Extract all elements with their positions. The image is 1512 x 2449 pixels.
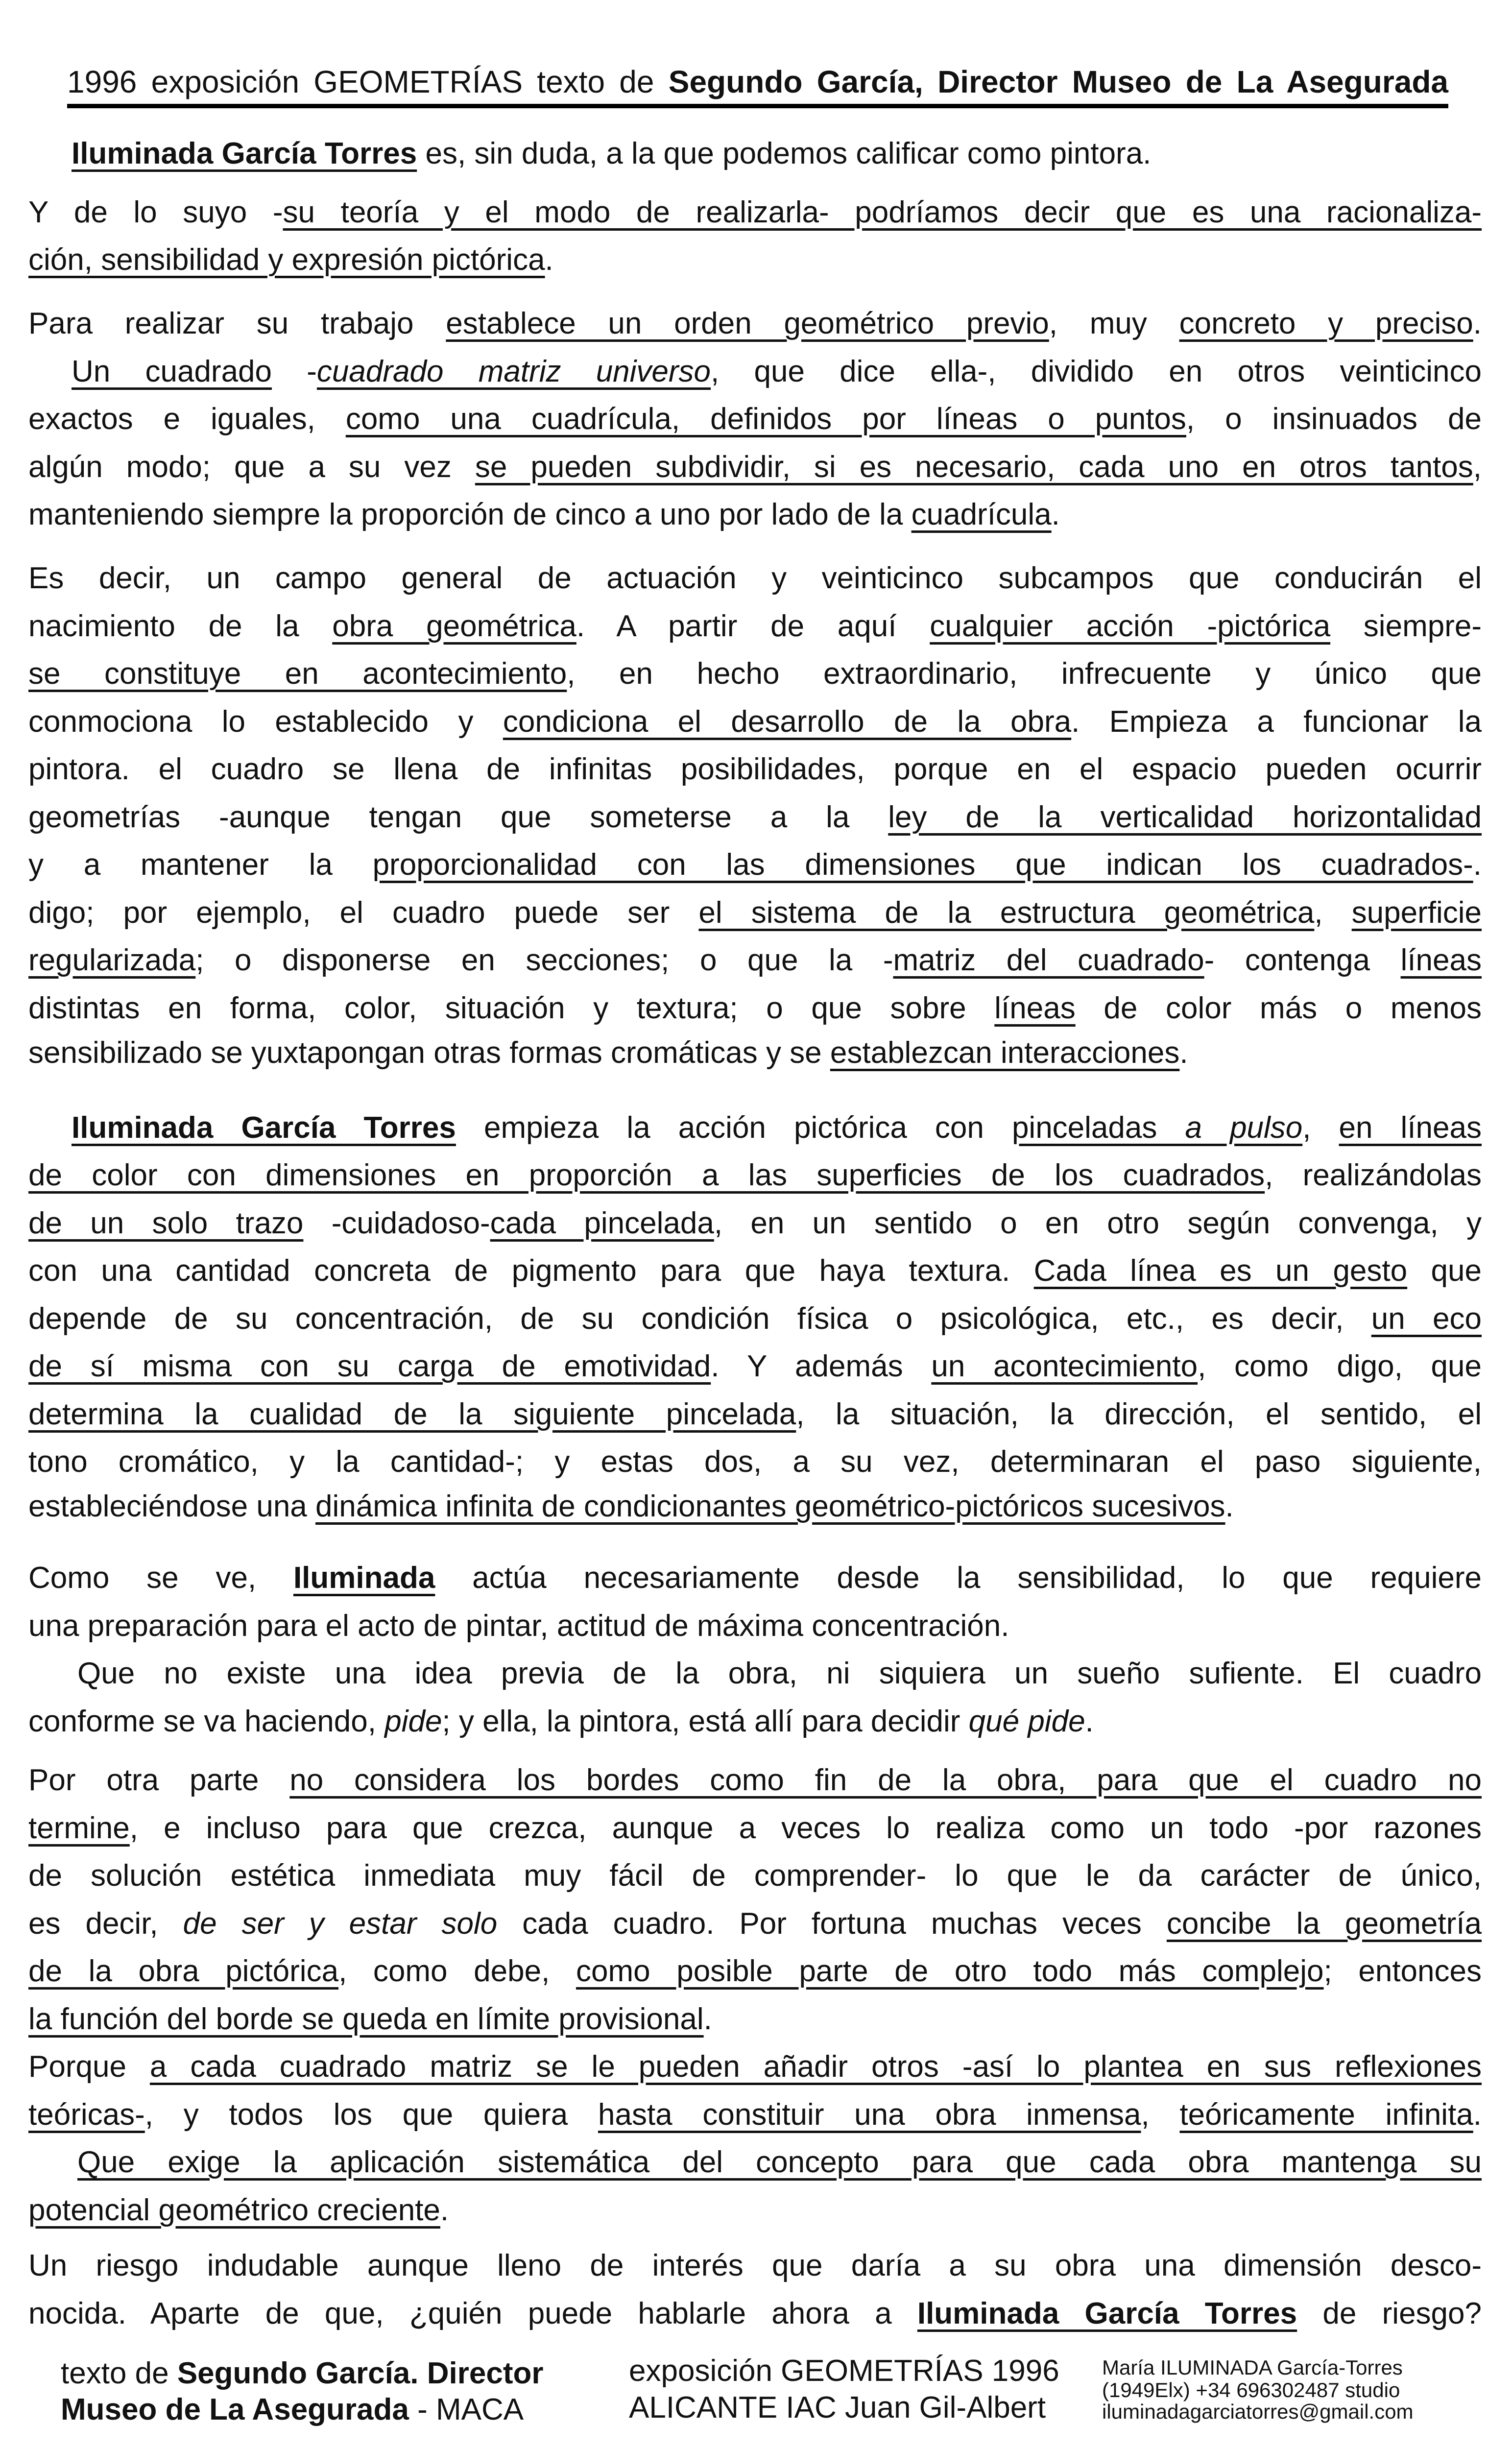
text-segment: , muy (1049, 307, 1179, 341)
text-line (28, 1949, 1482, 1993)
text-line (28, 1854, 1482, 1898)
text-segment: pide (384, 1704, 442, 1738)
text-line (28, 604, 1482, 648)
text-segment: de solución estética inmediata muy fácil de comprender- lo que le da carácter de único, (28, 1859, 1482, 1893)
text-line (72, 132, 1482, 176)
underlined-phrase: ción, sensibilidad y expresión pictórica (28, 243, 545, 277)
text-line (28, 238, 1482, 282)
text-segment: , como digo, que (1198, 1349, 1482, 1383)
underlined-phrase: líneas (1400, 943, 1482, 978)
text-segment: conforme se va haciendo, (28, 1704, 385, 1738)
underlined-phrase: de la obra pictórica (28, 1954, 339, 1988)
text-line (28, 652, 1482, 696)
underlined-phrase: concibe la geometría (1166, 1906, 1482, 1941)
text-segment: , la situación, la dirección, el sentido, el (796, 1397, 1482, 1431)
text-line (28, 1902, 1482, 1946)
underlined-phrase: se constituye en acontecimiento (28, 657, 567, 691)
text-segment: . (1473, 307, 1482, 341)
text-segment: es decir, (28, 1906, 183, 1941)
text-segment: . (545, 243, 553, 277)
text-segment: . Empieza a funcionar la (1071, 704, 1482, 739)
text-segment: ; o disponerse en secciones; o que la - (195, 943, 893, 978)
text-segment: de color más o menos (1075, 991, 1482, 1025)
text-segment: estableciéndose una (28, 1489, 316, 1523)
text-segment: Para realizar su trabajo (28, 307, 446, 341)
footer-credit-author: Segundo García. Director (177, 2356, 544, 2390)
underlined-phrase: como una cuadrícula, definidos por líneas o puntos (345, 402, 1186, 436)
header-author: Segundo García, Director Museo de La Asegurada (668, 64, 1449, 99)
underlined-phrase: matriz del cuadrado (893, 943, 1204, 978)
text-segment: pintora. el cuadro se llena de infinitas posibilidades, porque en el espacio pueden ocurrir (28, 752, 1482, 787)
underlined-phrase: establece un orden geométrico previo (446, 307, 1049, 341)
text-segment: Como se ve, (28, 1561, 293, 1595)
underlined-phrase: Un cuadrado (72, 354, 272, 388)
text-line (28, 1249, 1482, 1293)
underlined-phrase: su teoría y el modo de realizarla- podríamos decir que es una racionaliza- (283, 195, 1482, 229)
underlined-phrase: un eco (1371, 1301, 1482, 1336)
text-segment: que (1407, 1254, 1482, 1288)
artist-name: Iluminada (293, 1561, 435, 1595)
text-segment: , (1314, 895, 1352, 930)
footer-phone: (1949Elx) +34 696302487 studio (1102, 2378, 1400, 2401)
text-segment: manteniendo siempre la proporción de cinco a uno por lado de la (28, 498, 912, 532)
text-line (28, 1297, 1482, 1341)
text-segment: nocida. Aparte de que, ¿quién puede hablarle ahora a (28, 2296, 917, 2330)
underlined-phrase: regularizada (28, 943, 196, 978)
text-segment: exactos e iguales, (28, 402, 346, 436)
underlined-phrase: pinceladas (1011, 1110, 1185, 1145)
text-segment: de ser y estar solo (183, 1906, 498, 1941)
footer-museum (61, 2392, 524, 2427)
underlined-phrase: establezcan interacciones (830, 1035, 1180, 1070)
text-line (28, 2292, 1482, 2336)
text-line (28, 1393, 1482, 1437)
text-segment: Y de lo suyo - (28, 195, 283, 229)
underlined-phrase: cada pincelada (490, 1206, 714, 1240)
text-line (72, 350, 1482, 394)
document-header (67, 60, 1448, 108)
text-segment: -cuidadoso- (303, 1206, 490, 1240)
text-line (28, 445, 1482, 489)
text-segment: . (1085, 1704, 1094, 1738)
underlined-phrase: determina la cualidad de la siguiente pincelada (28, 1397, 796, 1431)
text-segment: , que dice ella-, dividido en otros veinticinco (711, 354, 1482, 388)
text-line (28, 1997, 1482, 2041)
underlined-phrase: como posible parte de otro todo más complejo (576, 1954, 1324, 1988)
underlined-phrase: un acontecimiento (931, 1349, 1198, 1383)
text-segment: , realizándolas (1265, 1158, 1482, 1192)
text-segment: geometrías -aunque tengan que someterse a la (28, 800, 888, 834)
text-segment: , o insinuados de (1186, 402, 1482, 436)
underlined-phrase: cualquier acción -pictórica (930, 609, 1331, 643)
text-line (28, 986, 1482, 1031)
underlined-phrase: ley de la verticalidad horizontalidad (888, 800, 1482, 834)
underlined-phrase: de color con dimensiones en proporción a las superficies de los cuadrados (28, 1158, 1265, 1192)
footer-email[interactable]: iluminadagarciatorres@gmail.com (1102, 2400, 1414, 2423)
text-segment: con una cantidad concreta de pigmento para que haya textura. (28, 1254, 1034, 1288)
text-segment: , en un sentido o en otro según convenga, y (714, 1206, 1482, 1240)
footer-museum-name: Museo de La Asegurada (61, 2393, 409, 2426)
footer-exhibition: exposición GEOMETRÍAS 1996 (629, 2354, 1059, 2388)
underlined-phrase: potencial geométrico creciente (28, 2193, 440, 2227)
text-line (28, 1345, 1482, 1389)
text-line (28, 1201, 1482, 1246)
text-segment: - (272, 354, 317, 388)
text-segment: - contenga (1204, 943, 1401, 978)
underlined-phrase: no considera los bordes como fin de la obra, para que el cuadro no (289, 1763, 1482, 1797)
text-line (28, 938, 1482, 983)
text-segment: . (1473, 2097, 1482, 2132)
underlined-phrase: de sí misma con su carga de emotividad (28, 1349, 711, 1383)
text-line (28, 1485, 1482, 1529)
underlined-phrase: cuadrado matriz universo (316, 354, 711, 388)
text-segment: de riesgo? (1297, 2296, 1482, 2330)
underlined-phrase: hasta constituir una obra inmensa (598, 2097, 1141, 2132)
text-line (28, 747, 1482, 792)
underlined-phrase: teóricamente infinita (1179, 2097, 1473, 2132)
text-segment: , como debe, (338, 1954, 576, 1988)
text-segment: Es decir, un campo general de actuación y veinticinco subcampos que conducirán el (28, 561, 1482, 596)
text-segment: depende de su concentración, de su condición física o psicológica, etc., es decir, (28, 1301, 1371, 1336)
text-segment: Porque (28, 2050, 150, 2084)
text-line (28, 191, 1482, 235)
artist-name: Iluminada García Torres (917, 2296, 1297, 2330)
text-line (28, 1556, 1482, 1600)
text-segment: , en hecho extraordinario, infrecuente y único que (567, 657, 1482, 691)
underlined-phrase: dinámica infinita de condicionantes geométrico-pictóricos sucesivos (315, 1489, 1225, 1523)
text-line (28, 795, 1482, 840)
underlined-phrase: concreto y preciso (1179, 307, 1473, 341)
text-line (28, 1758, 1482, 1802)
text-segment: empieza la acción pictórica con (456, 1110, 1012, 1145)
footer-venue: ALICANTE IAC Juan Gil-Albert (629, 2391, 1046, 2425)
underlined-phrase: la función del borde se queda en límite provisional (28, 2002, 704, 2036)
footer-credit-prefix: texto de (61, 2356, 177, 2390)
underlined-phrase: obra geométrica (332, 609, 576, 643)
underlined-phrase: se pueden subdividir, si es necesario, cada uno en otros tantos (475, 450, 1473, 484)
text-segment: y a mantener la (28, 848, 373, 882)
header-text: 1996 exposición GEOMETRÍAS texto de (67, 64, 669, 99)
text-segment: , (1302, 1110, 1339, 1145)
underlined-phrase: cuadrícula (911, 498, 1052, 532)
text-segment: . (1473, 848, 1482, 882)
text-segment: conmociona lo establecido y (28, 704, 503, 739)
text-segment: Por otra parte (28, 1763, 290, 1797)
text-segment: . (1051, 498, 1060, 532)
text-segment: , (1473, 450, 1482, 484)
text-segment: . (440, 2193, 449, 2227)
text-segment: nacimiento de la (28, 609, 333, 643)
text-segment: . Y además (711, 1349, 932, 1383)
underlined-phrase: en líneas (1339, 1110, 1482, 1145)
text-segment: qué pide (968, 1704, 1085, 1738)
text-segment: una preparación para el acto de pintar, actitud de máxima concentración. (28, 1609, 1009, 1643)
text-line (28, 1604, 1482, 1648)
text-segment: Un riesgo indudable aunque lleno de interés que daría a su obra una dimensión desco- (28, 2249, 1482, 2283)
text-segment: Que no existe una idea previa de la obra, ni siquiera un sueño sufiente. El cuadro (77, 1657, 1482, 1691)
underlined-phrase: a cada cuadrado matriz se le pueden añadir otros -así lo plantea en sus reflexiones (149, 2050, 1482, 2084)
underlined-phrase: teóricas- (28, 2097, 145, 2132)
text-line (28, 556, 1482, 600)
text-segment: actúa necesariamente desde la sensibilidad, lo que requiere (435, 1561, 1482, 1595)
underlined-phrase: líneas (994, 991, 1076, 1025)
text-segment: sensibilizado se yuxtapongan otras formas cromáticas y se (28, 1035, 830, 1070)
text-line (28, 1153, 1482, 1198)
text-segment: . (1225, 1489, 1234, 1523)
underlined-phrase: condiciona el desarrollo de la obra (503, 704, 1072, 739)
text-segment: tono cromático, y la cantidad-; y estas dos, a su vez, determinaran el paso siguiente, (28, 1445, 1482, 1479)
text-segment: siempre- (1330, 609, 1482, 643)
text-line (28, 2244, 1482, 2288)
text-segment: . (1179, 1035, 1188, 1070)
underlined-phrase: de un solo trazo (28, 1206, 304, 1240)
text-segment: , y todos los que quiera (144, 2097, 598, 2132)
text-line (28, 2045, 1482, 2089)
text-line (28, 493, 1482, 537)
text-line (28, 700, 1482, 744)
text-segment: es, sin duda, a la que podemos calificar como pintora. (417, 136, 1152, 170)
artist-name: Iluminada García Torres (72, 1110, 456, 1145)
underlined-phrase: a pulso (1185, 1110, 1303, 1145)
text-segment: algún modo; que a su vez (28, 450, 475, 484)
text-segment: , e incluso para que crezca, aunque a veces lo realiza como un todo -por razones (129, 1811, 1482, 1845)
text-segment: digo; por ejemplo, el cuadro puede ser (28, 895, 699, 930)
text-line (28, 1440, 1482, 1484)
text-line (28, 397, 1482, 441)
underlined-phrase: Cada línea es un gesto (1033, 1254, 1408, 1288)
text-segment: ; y ella, la pintora, está allí para decidir (442, 1704, 969, 1738)
underlined-phrase: superficie (1351, 895, 1482, 930)
underlined-phrase: termine (28, 1811, 130, 1845)
underlined-phrase: Que exige la aplicación sistemática del concepto para que cada obra mantenga su (77, 2145, 1482, 2179)
text-line (77, 2140, 1482, 2185)
text-segment: . (703, 2002, 712, 2036)
text-line (28, 1806, 1482, 1850)
text-line (72, 1106, 1482, 1150)
text-line (28, 1700, 1482, 1744)
underlined-phrase: el sistema de la estructura geométrica (698, 895, 1315, 930)
text-line (28, 302, 1482, 346)
text-line (28, 2093, 1482, 2137)
text-segment: . A partir de aquí (576, 609, 930, 643)
text-line (77, 1652, 1482, 1696)
text-segment: , (1141, 2097, 1180, 2132)
text-line (28, 843, 1482, 887)
artist-name: Iluminada García Torres (72, 136, 417, 170)
footer-credit (61, 2356, 543, 2391)
text-line (28, 1031, 1482, 1075)
footer-artist: María ILUMINADA García-Torres (1102, 2356, 1403, 2379)
text-line (28, 891, 1482, 935)
underlined-phrase: proporcionalidad con las dimensiones que indican los cuadrados- (372, 848, 1473, 882)
footer-museum-suffix: - MACA (408, 2393, 524, 2426)
text-segment: cada cuadro. Por fortuna muchas veces (497, 1906, 1167, 1941)
text-segment: distintas en forma, color, situación y textura; o que sobre (28, 991, 995, 1025)
text-line (28, 2188, 1482, 2233)
text-segment: ; entonces (1323, 1954, 1482, 1988)
